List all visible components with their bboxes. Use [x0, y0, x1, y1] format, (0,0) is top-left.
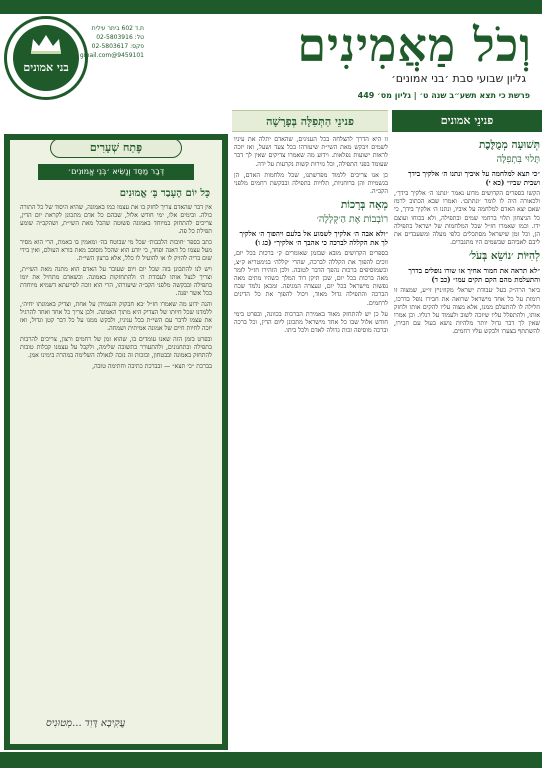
- masthead-area: [0, 14, 542, 110]
- newsletter-subtitle: גליון שבועי סבת ׳בני אמונים׳: [391, 72, 526, 85]
- right-column: [394, 136, 540, 746]
- contact-email: 9459101@gmail.com: [79, 52, 144, 59]
- article-text: ביאר הרה״ק בעל ׳עבודת ישראל׳ מקוז׳ניץ זי״ע, שמצוה זו רומזת על כל אחד מישראל שרואה את חבירו נופל בדרכו, חלילה לו להתעלם ממנו, אלא מצוה עליו להקים אותו ולחזק אותו, ולהתפלל עליו שיזכה לשוב ולעמוד על רגליו. וכן אמרו שאין לך דבר גדול יותר מלהיות נושא בעול עם חבירו, להשתתף בצערו ולבקש עליו רחמים.: [394, 287, 540, 336]
- article-text: כתב בספר ׳חובות הלבבות׳ שכל מי שבוטח בה׳ ומאמין בו באמת, הרי הוא מסיר מעל עצמו כל דאגה ופחד, כי יודע הוא שהכל מסובב מאת בורא העולם, ואין בידי שום בריה להזיק לו או להועיל לו כלל, אלא ברצון השי״ת.: [20, 239, 212, 262]
- contact-line: טל: 02-5803916: [96, 34, 144, 41]
- contact-info: [79, 24, 144, 60]
- issue-info: פרשת כי תצא תשע״ב שנה ט׳ | גליון מס׳ 449: [357, 91, 530, 100]
- panel-title: כָּל יוֹם הֶעָבַר בָּ׳ אֱמוּנִים: [119, 188, 210, 199]
- section-title: לְהִיּוֹת ׳נוֹשֵׂא בְּעֹל׳: [468, 250, 540, 263]
- panel-body: [20, 204, 212, 724]
- article-text: ובפרט בזמן הזה שאנו עומדים בו, שהוא זמן של רחמים ורצון, צריכים להרבות בתפילה ובתחנונים, ולהתעורר בתשובה שלימה, ולקבל על עצמנו קבלות טובות להתחזק באמונה ובבטחון, ובזכות זה נזכה לגאולה השלימה במהרה בימינו אמן.: [20, 336, 212, 359]
- editorial-panel-inner: [10, 140, 222, 744]
- verse-quote: ״ולא אבה ה׳ אלקיך לשמוע אל בלעם ויהפוך ה׳ אלקיך לך את הקללה לברכה כי אהבך ה׳ אלקיך״ (כג ו): [239, 229, 388, 248]
- article-text: אין דבר שהאדם צריך לחזק בו את עצמו כמו באמונה, שהיא היסוד של כל התורה כולה. ובימים אלו, ימי חודש אלול, שבהם כל אדם מתכונן לקראת יום הדין, צריכים להתחזק במיוחד באמונה פשוטה שהכל מאת השי״ת, ושהקב״ה שומע תפילת כל פה.: [20, 204, 212, 235]
- masthead: [170, 14, 532, 110]
- section-subtitle: תָּלוּי בִּתְפִלָּה: [496, 154, 540, 165]
- article-text: זו היא הדרך להצלחה בכל הענינים, שהאדם יתלה את עיניו לשמים ויבקש מאת השי״ת שיעזרהו בכל צעד ושעל, ואז יזכה לראות ישועות נפלאות. וידוע מה שאמרו צדיקים שאין לך דבר שעומד בפני התפילה, וכל גזירות קשות נקרעות על ידה.: [234, 136, 388, 168]
- signature: עֲקִיבָא דָּוִד ...מְטוּנִיס: [46, 718, 126, 729]
- logo-column: [0, 14, 150, 110]
- article-text: ויש לנו להתבונן בזה שכל יום ויום שעובר על האדם הוא מתנה מאת השי״ת, וצריך לנצל אותו לעבודת ה׳ ולהתחזקות באמונה. וכשאדם מתחיל את יומו בתפילה ובבקשה מלפני הקב״ה שיעזרהו, הרי הוא זוכה לסייעתא דשמיא מיוחדת בכל אשר יפנה.: [20, 266, 212, 297]
- logo-emblem: [4, 16, 88, 100]
- article-text: הקשו בספרים הקדושים מדוע נאמר ׳ונתנו ה׳ אלקיך בידך׳, ולכאורה היה לו לומר ׳ונתתם׳. ואמרו שבא הכתוב לרמז שאם יצא האדם למלחמה על איביו, ונתנו ה׳ אלקיך בידך, כי כל הניצחון תלוי ברחמי שמים ובתפילה, ולא בכוחו ועוצם ידו. וכמו שאמרו חז״ל שכל המלחמות של ישראל בתפילה הן, וכל זמן שישראל מסתכלים כלפי מעלה ומשעבדים את ליבם לאביהם שבשמים היו מתגברים.: [394, 190, 540, 247]
- closing-text: בברכת ״כי תצא״ — ובברכת כתיבה וחתימה טובה,: [92, 363, 212, 370]
- section-title: מְאָה בְּרָכוֹת: [340, 199, 388, 212]
- middle-column: [234, 136, 388, 746]
- verse-quote: ״לא תראה את חמור אחיך או שורו נופלים בדרך והתעלמת מהם הקם תקים עמו״ (כב ד): [408, 266, 540, 285]
- contact-line: ת.ד 602 ביתר עילית: [91, 25, 144, 32]
- logo-seal: [13, 25, 79, 91]
- panel-banner: פֶּתַח שְׁעָרִים: [50, 140, 182, 158]
- section-title: תְּשׁוּעָה מְמֻלֶּכֶת: [478, 139, 540, 151]
- article-text: בספרים הקדושים מובא שבזמן שאומרים ק׳ ברכות בכל יום, זוכים להפוך את הקללה לברכה, שהרי ׳קללה׳ בגימטריא ק״צ, וכשמוסיפים ברכות נהפך הדבר לטובה. ולכן הזהירו חז״ל לומר מאה ברכות בכל יום, שכן תיקן דוד המלך כשהיו מתים מאה נפשות מישראל בכל יום, ונעצרה המגיפה. ומכאן נלמד שכח הברכה והתפילה גדול מאוד, ויכול להפוך את כל הדינים לרחמים.: [234, 250, 388, 307]
- top-strip: [0, 0, 542, 14]
- article-text: והנה ידוע מה שאמרו חז״ל ׳בא חבקוק והעמידן על אחת, וצדיק באמונתו יחיה׳, ללמדנו שכל חיותו של הצדיק היא מתוך האמונה. ולכן צריך כל אחד ואחד להרגיל את עצמו לדבר עם השי״ת בכל עניניו, ולבקש ממנו על כל דבר קטן וגדול, ואז יזכה לחיות חיים של אמונה אמיתית ושמחה.: [20, 301, 212, 332]
- verse-quote: ״כי תצא למלחמה על איביך ונתנו ה׳ אלקיך בידך ושבית שביו״ (כא י): [408, 169, 540, 187]
- editorial-panel: [4, 134, 228, 750]
- contact-line: פקס: 02-5803617: [91, 43, 144, 50]
- right-column-heading: פנינֵי אמונים: [392, 110, 542, 132]
- footer-strip: [0, 752, 542, 768]
- crown-icon: [29, 33, 63, 55]
- article-text: על כן יש להתחזק מאוד באמירת הברכות בכוונה, ובפרט בימי חודש אלול שבו כל אחד מישראל מתכונן ליום הדין, וכל ברכה וברכה מוסיפה זכות גדולה לאדם ולכל ביתו.: [234, 310, 388, 335]
- panel-byline: דְּבַר מַסֵּד וְנָשִׂיא ׳בְּנֵי אֱמוּנִים׳: [38, 164, 194, 180]
- newsletter-title: וְכֹל מַאֲמִינִים: [297, 18, 532, 72]
- logo-text: בני אמונים: [23, 61, 69, 74]
- middle-column-heading: פנינֵי הַתְּפִלָּה בְּפָרָשָׁה: [232, 110, 388, 132]
- article-text: כן אנו צריכים ללמוד מפרשתנו, שכל מלחמות האדם, הן בגשמיות והן ברוחניות, תלויות בתפילה ובבקשת רחמים מלפני הקב״ה.: [234, 171, 388, 196]
- section-subtitle: רוֹבְבוֹת אֶת הַ׳קְּלָלָה׳: [316, 214, 388, 226]
